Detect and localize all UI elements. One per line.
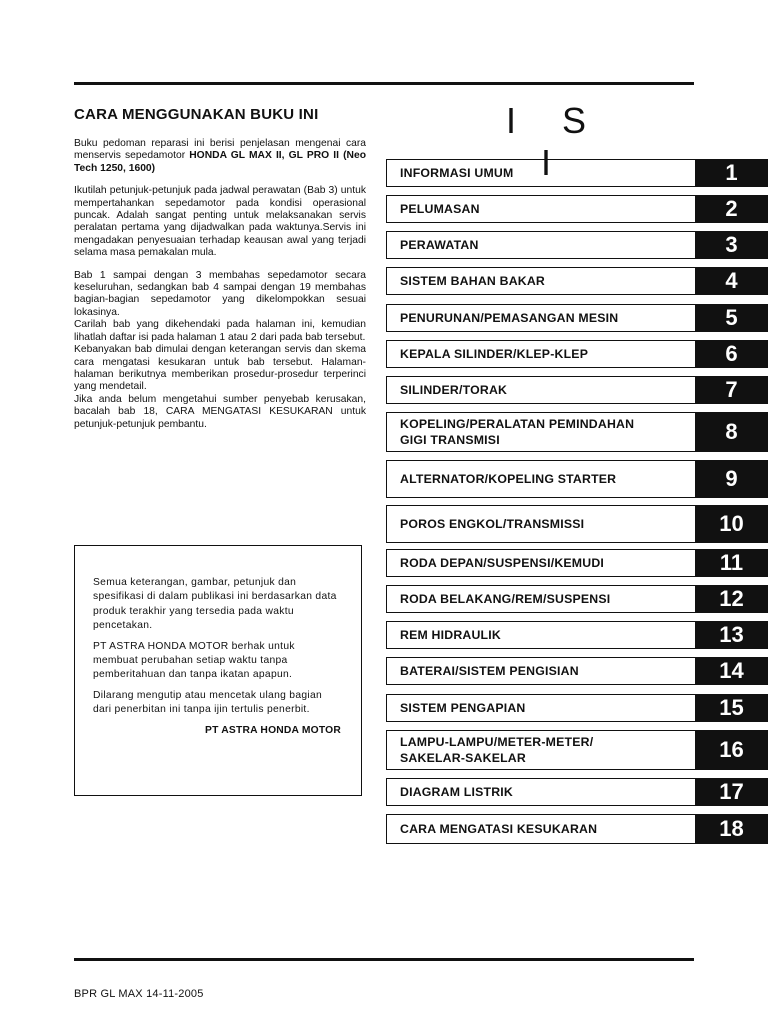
toc-item-number: 17	[695, 778, 768, 806]
toc-item-6[interactable]	[386, 340, 768, 368]
toc-title: I S I	[505, 100, 604, 183]
toc-item-13[interactable]	[386, 621, 768, 649]
toc-item-label: POROS ENGKOL/TRANSMISSI	[386, 505, 696, 543]
toc-item-number: 2	[695, 195, 768, 223]
toc-item-5[interactable]	[386, 304, 768, 332]
toc-item-label: REM HIDRAULIK	[386, 621, 696, 649]
toc-item-number: 3	[695, 231, 768, 259]
intro-text	[74, 138, 366, 431]
intro-paragraph-3: Bab 1 sampai dengan 3 membahas sepedamotor secara keseluruhan, sedangkan bab 4 sampai dengan 19 membahas bagian-bagian sepedamotor yang dikelompokkan sesuai lokasinya.	[74, 269, 366, 318]
notice-content	[93, 576, 341, 738]
toc-item-11[interactable]	[386, 549, 768, 577]
toc-item-12[interactable]	[386, 585, 768, 613]
toc-item-7[interactable]	[386, 376, 768, 404]
toc-item-14[interactable]	[386, 657, 768, 685]
intro-paragraph-1-text: Buku pedoman reparasi ini berisi penjelasan mengenai cara menservis sepedamotor	[74, 138, 366, 162]
toc-item-label: INFORMASI UMUM	[386, 159, 696, 187]
toc-item-label: PENURUNAN/PEMASANGAN MESIN	[386, 304, 696, 332]
notice-box	[74, 545, 362, 796]
toc-item-3[interactable]	[386, 231, 768, 259]
toc-item-label: BATERAI/SISTEM PENGISIAN	[386, 657, 696, 685]
toc-item-label: LAMPU-LAMPU/METER-METER/ SAKELAR-SAKELAR	[386, 730, 696, 770]
toc-item-number: 6	[695, 340, 768, 368]
toc-item-number: 12	[695, 585, 768, 613]
toc-item-label: ALTERNATOR/KOPELING STARTER	[386, 460, 696, 498]
toc-item-number: 11	[695, 549, 768, 577]
footer-code: BPR GL MAX 14-11-2005	[74, 988, 204, 1000]
intro-paragraph-5: Kebanyakan bab dimulai dengan keterangan servis dan skema cara mengatasi kesukaran untuk bab tersebut. Halaman-halaman berikutnya memberikan prosedur-prosedur terperinci yang mendetail.	[74, 344, 366, 393]
toc-item-17[interactable]	[386, 778, 768, 806]
toc-item-15[interactable]	[386, 694, 768, 722]
intro-paragraph-2: Ikutilah petunjuk-petunjuk pada jadwal perawatan (Bab 3) untuk mempertahankan sepedamotor pada kondisi operasional puncak. Adalah sangat penting untuk melaksanakan servis peralatan pertama yang dijadwalkan pada waktunya.Servis ini mengadakan penyesuaian terhadap keausan awal yang terjadi selama masa pemakalan mula.	[74, 185, 366, 259]
notice-paragraph-2: PT ASTRA HONDA MOTOR berhak untuk membuat perubahan setiap waktu tanpa pemberitahuan dan tanpa ikatan apapun.	[93, 640, 295, 681]
toc-item-label: KEPALA SILINDER/KLEP-KLEP	[386, 340, 696, 368]
section-title: CARA MENGGUNAKAN BUKU INI	[74, 106, 319, 123]
toc-item-label: SISTEM PENGAPIAN	[386, 694, 696, 722]
toc-item-number: 5	[695, 304, 768, 332]
toc-item-label: SILINDER/TORAK	[386, 376, 696, 404]
toc-item-number: 8	[695, 412, 768, 452]
toc-item-number: 7	[695, 376, 768, 404]
toc-item-number: 10	[695, 505, 768, 543]
toc-item-4[interactable]	[386, 267, 768, 295]
intro-paragraph-6: Jika anda belum mengetahui sumber penyebab kerusakan, bacalah bab 18, CARA MENGATASI KESUKARAN untuk petunjuk-petunjuk pembantu.	[74, 393, 366, 430]
toc-list	[386, 0, 768, 1024]
toc-item-number: 14	[695, 657, 768, 685]
toc-item-number: 16	[695, 730, 768, 770]
toc-item-number: 1	[695, 159, 768, 187]
toc-item-label: PERAWATAN	[386, 231, 696, 259]
toc-item-number: 4	[695, 267, 768, 295]
toc-item-label: SISTEM BAHAN BAKAR	[386, 267, 696, 295]
toc-item-label: RODA BELAKANG/REM/SUSPENSI	[386, 585, 696, 613]
toc-item-label: DIAGRAM LISTRIK	[386, 778, 696, 806]
toc-item-label: PELUMASAN	[386, 195, 696, 223]
toc-item-9[interactable]	[386, 460, 768, 498]
toc-item-label: CARA MENGATASI KESUKARAN	[386, 814, 696, 844]
toc-item-10[interactable]	[386, 505, 768, 543]
notice-paragraph-1: Semua keterangan, gambar, petunjuk dan spesifikasi di dalam publikasi ini berdasarkan data produk terakhir yang tersedia pada waktu pencetakan.	[93, 577, 337, 632]
notice-signature: PT ASTRA HONDA MOTOR	[205, 724, 341, 736]
bottom-rule	[74, 958, 694, 961]
toc-item-number: 13	[695, 621, 768, 649]
toc-item-number: 18	[695, 814, 768, 844]
toc-item-number: 15	[695, 694, 768, 722]
toc-item-label: KOPELING/PERALATAN PEMINDAHAN GIGI TRANSMISI	[386, 412, 696, 452]
toc-item-number: 9	[695, 460, 768, 498]
toc-item-18[interactable]	[386, 814, 768, 844]
intro-paragraph-1	[74, 138, 366, 175]
toc-item-8[interactable]	[386, 412, 768, 452]
toc-item-1[interactable]	[386, 159, 768, 187]
toc-item-16[interactable]	[386, 730, 768, 770]
model-name: HONDA GL MAX II, GL PRO II (Neo Tech 1250, 1600)	[74, 150, 366, 174]
notice-paragraph-3: Dilarang mengutip atau mencetak ulang bagian dari penerbitan ini tanpa ijin tertulis penerbit.	[93, 689, 323, 716]
toc-item-2[interactable]	[386, 195, 768, 223]
intro-paragraph-4: Carilah bab yang dikehendaki pada halaman ini, kemudian lihatlah daftar isi pada halaman 1 atau 2 dari pada bab tersebut.	[74, 319, 366, 343]
toc-item-label: RODA DEPAN/SUSPENSI/KEMUDI	[386, 549, 696, 577]
